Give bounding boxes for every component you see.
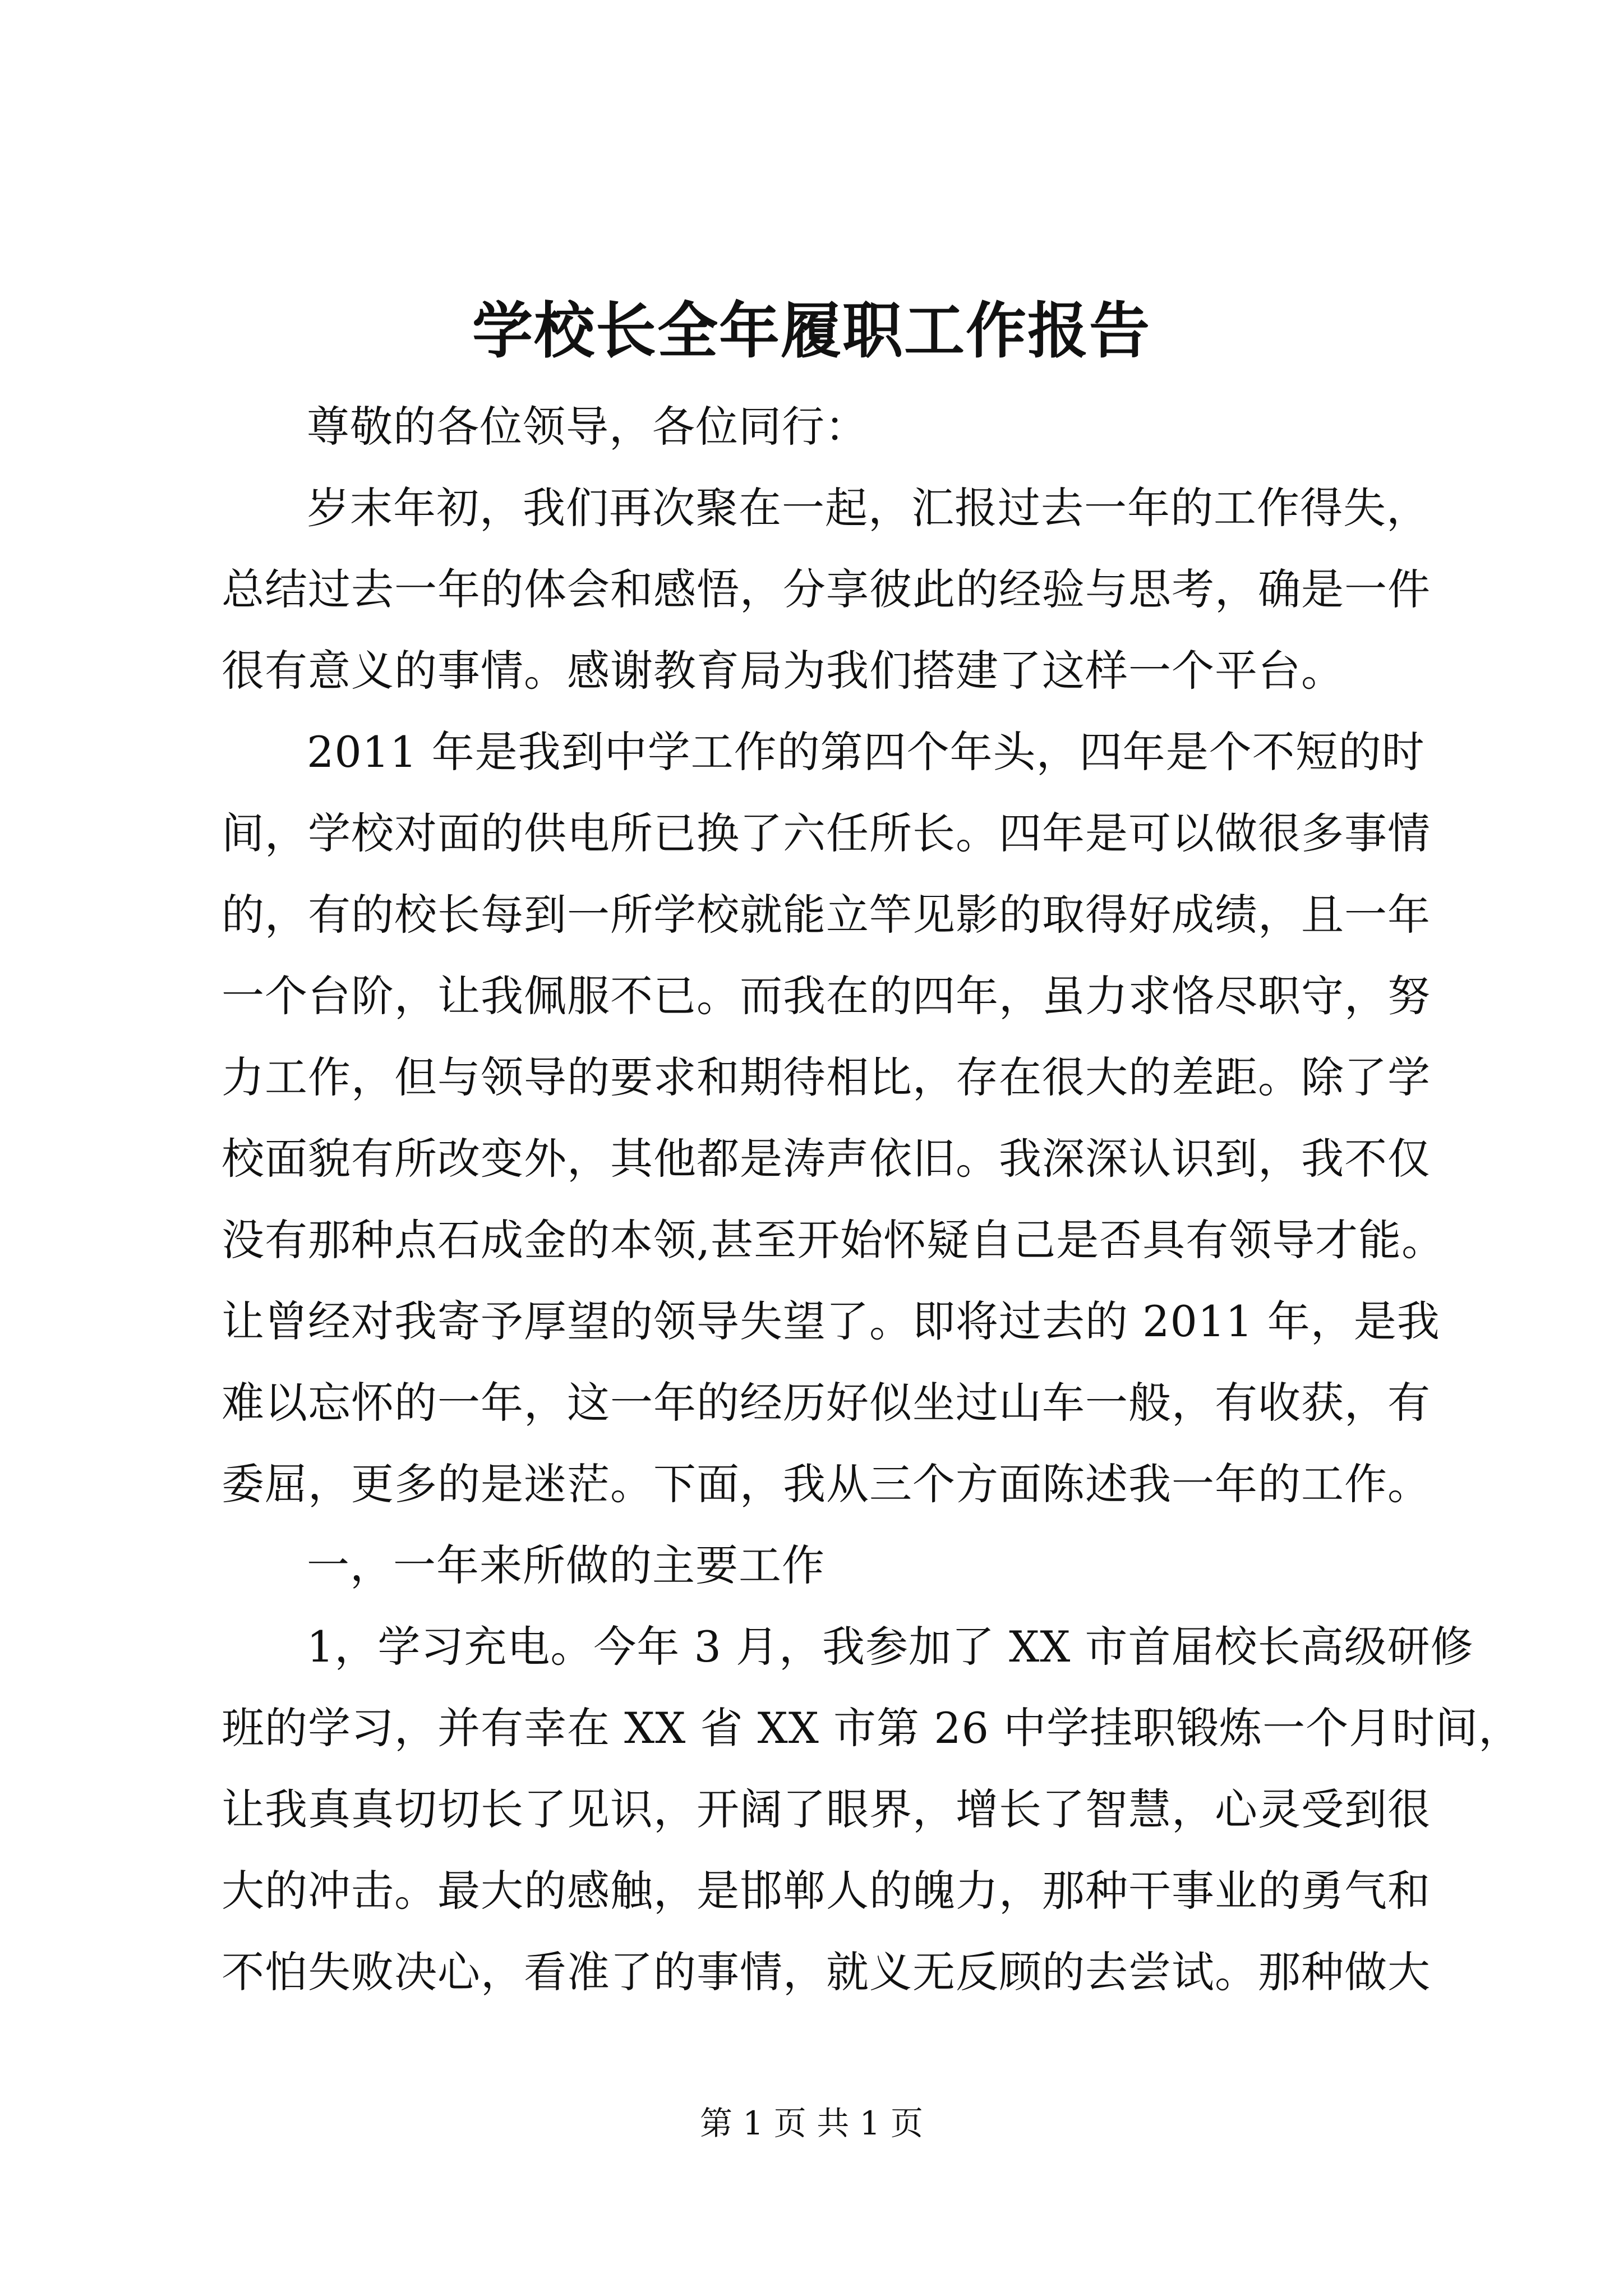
section-heading: 一，一年来所做的主要工作 — [307, 1540, 825, 1590]
paragraph-line: 力工作，但与领导的要求和期待相比，存在很大的差距。除了学 — [222, 1052, 1431, 1102]
paragraph-line: 一个台阶，让我佩服不已。而我在的四年，虽力求恪尽职守，努 — [222, 971, 1431, 1021]
paragraph-line: 岁末年初，我们再次聚在一起，汇报过去一年的工作得失， — [307, 483, 1430, 533]
paragraph-line: 间，学校对面的供电所已换了六任所长。四年是可以做很多事情 — [222, 808, 1431, 858]
paragraph-line: 让我真真切切长了见识，开阔了眼界，增长了智慧，心灵受到很 — [222, 1784, 1431, 1834]
paragraph-line: 让曾经对我寄予厚望的领导失望了。即将过去的 2011 年，是我 — [222, 1296, 1440, 1346]
paragraph-line: 尊敬的各位领导，各位同行： — [307, 402, 868, 452]
paragraph-line: 班的学习，并有幸在 XX 省 XX 市第 26 中学挂职锻炼一个月时间， — [222, 1703, 1522, 1753]
paragraph-line: 没有那种点石成金的本领,甚至开始怀疑自己是否具有领导才能。 — [222, 1215, 1445, 1265]
document-body — [222, 386, 1522, 2013]
paragraph-line: 校面貌有所改变外，其他都是涛声依旧。我深深认识到，我不仅 — [222, 1134, 1431, 1184]
document-title: 学校长全年履职工作报告 — [472, 296, 1151, 366]
paragraph-line: 委屈，更多的是迷茫。下面，我从三个方面陈述我一年的工作。 — [222, 1459, 1431, 1509]
paragraph-line: 的，有的校长每到一所学校就能立竿见影的取得好成绩，且一年 — [222, 890, 1431, 940]
paragraph-line: 2011 年是我到中学工作的第四个年头，四年是个不短的时 — [307, 727, 1425, 777]
paragraph-line: 总结过去一年的体会和感悟，分享彼此的经验与思考，确是一件 — [222, 564, 1431, 614]
paragraph-line: 很有意义的事情。感谢教育局为我们搭建了这样一个平台。 — [222, 646, 1344, 696]
paragraph-line: 1，学习充电。今年 3 月，我参加了 XX 市首届校长高级研修 — [307, 1622, 1474, 1672]
paragraph-line: 大的冲击。最大的感触，是邯郸人的魄力，那种干事业的勇气和 — [222, 1866, 1431, 1916]
paragraph-line: 不怕失败决心，看准了的事情，就义无反顾的去尝试。那种做大 — [222, 1947, 1431, 1997]
paragraph-line: 难以忘怀的一年，这一年的经历好似坐过山车一般，有收获，有 — [222, 1378, 1431, 1428]
page-footer: 第 1 页 共 1 页 — [700, 2104, 923, 2142]
